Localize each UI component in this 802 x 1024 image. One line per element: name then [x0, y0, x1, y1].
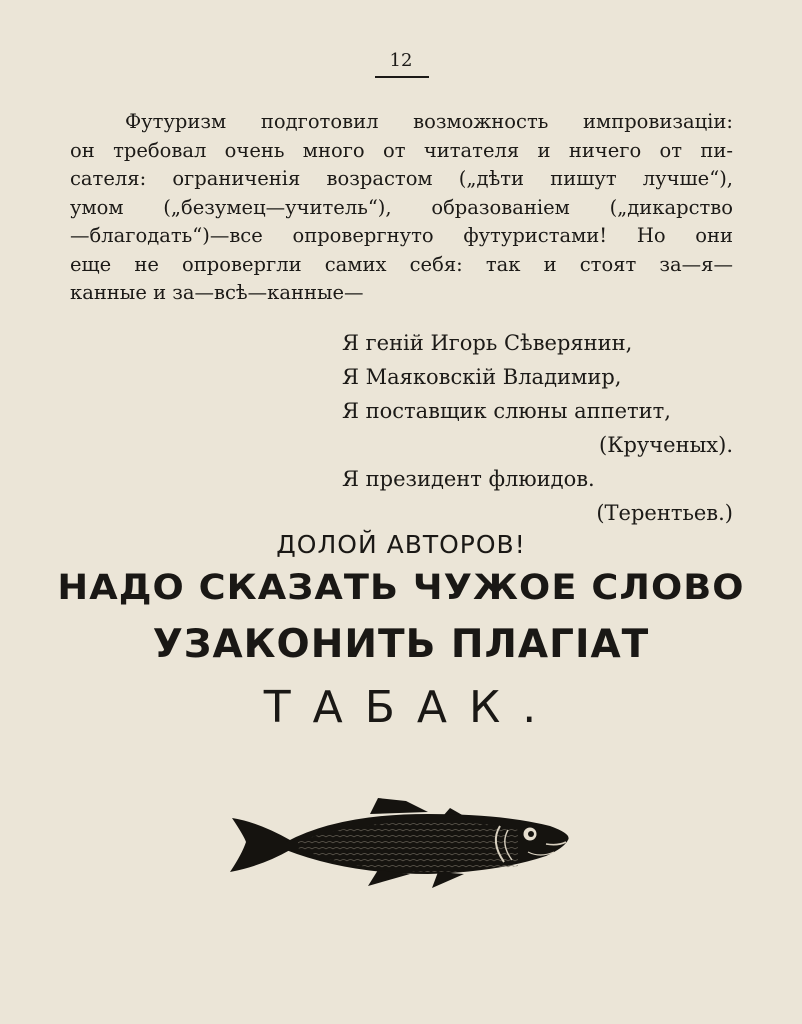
- paragraph-line: сателя: ограниченія возрастом („дѣти пишут лучше“),: [70, 167, 733, 190]
- verse-line: Я президент флюидов.: [342, 467, 595, 491]
- slogan-tabak: ТАБАК.: [263, 682, 559, 733]
- verse-attribution: (Крученых).: [599, 433, 733, 457]
- verse-attribution: (Терентьев.): [596, 501, 733, 525]
- paragraph-line: Футуризм подготовил возможность импровизаціи:: [125, 110, 733, 133]
- prose-paragraph: [70, 108, 733, 308]
- fish-woodcut-icon: [228, 792, 573, 892]
- paragraph-line: умом („безумец—учитель“), образованіем („дикарство: [70, 195, 733, 219]
- paragraph-line: еще не опровергли самих себя: так и стоят за—я—: [70, 252, 733, 276]
- slogan-down-with-authors: ДОЛОЙ АВТОРОВ!: [276, 530, 526, 559]
- paragraph-line: канные и за—всѣ—канные—: [70, 281, 364, 304]
- page-number: 12: [389, 50, 413, 71]
- slogan-say-anothers-word: НАДО СКАЗАТЬ ЧУЖОЕ СЛОВО: [57, 568, 745, 608]
- slogan-legalize-plagiarism: УЗАКОНИТЬ ПЛАГІАТ: [152, 622, 650, 667]
- paragraph-line: он требовал очень много от читателя и ничего от пи-: [70, 138, 733, 162]
- paragraph-line: —благодать“)—все опровергнуто футуристами! Но они: [70, 224, 733, 247]
- page-number-underline: [375, 76, 429, 78]
- verse-line: Я геній Игорь Сѣверянин,: [342, 331, 633, 355]
- verse-line: Я поставщик слюны аппетит,: [342, 399, 671, 423]
- verse-line: Я Маяковскій Владимир,: [342, 365, 622, 389]
